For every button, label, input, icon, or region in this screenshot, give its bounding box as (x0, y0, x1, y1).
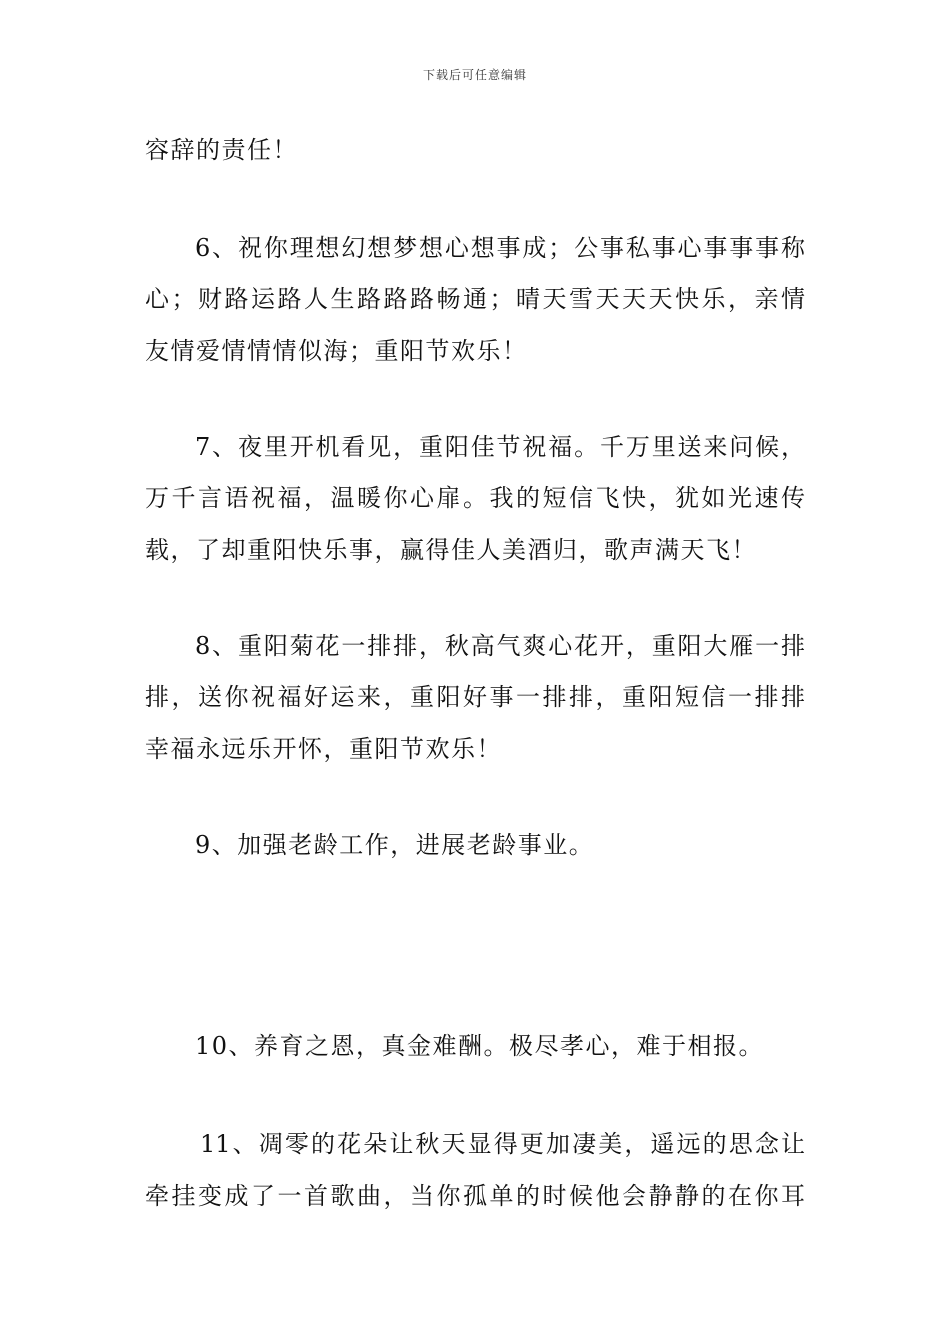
text-line: 心；财路运路人生路路路畅通；晴天雪天天天快乐，亲情 (145, 285, 805, 313)
text-line: 友情爱情情情似海；重阳节欢乐！ (145, 337, 528, 365)
text-line: 7、夜里开机看见，重阳佳节祝福。千万里送来问候， (195, 433, 805, 461)
text-line: 6、祝你理想幻想梦想心想事成；公事私事心事事事称 (195, 234, 805, 262)
text-line: 9、加强老龄工作，进展老龄事业。 (195, 831, 595, 859)
page-header-note: 下载后可任意编辑 (422, 68, 527, 82)
text-line: 排，送你祝福好运来，重阳好事一排排，重阳短信一排排 (145, 683, 805, 711)
text-line: 万千言语祝福，温暖你心扉。我的短信飞快，犹如光速传 (145, 484, 805, 512)
text-line: 10、养育之恩，真金难酬。极尽孝心，难于相报。 (195, 1032, 765, 1060)
text-line: 载，了却重阳快乐事，赢得佳人美酒归，歌声满天飞！ (145, 536, 757, 564)
text-line: 8、重阳菊花一排排，秋高气爽心花开，重阳大雁一排 (195, 632, 805, 660)
text-line: 容辞的责任！ (145, 136, 298, 164)
text-line: 幸福永远乐开怀，重阳节欢乐！ (145, 735, 502, 763)
text-line: 11、凋零的花朵让秋天显得更加凄美，遥远的思念让 (200, 1130, 805, 1158)
text-line: 牵挂变成了一首歌曲，当你孤单的时候他会静静的在你耳 (145, 1182, 805, 1210)
